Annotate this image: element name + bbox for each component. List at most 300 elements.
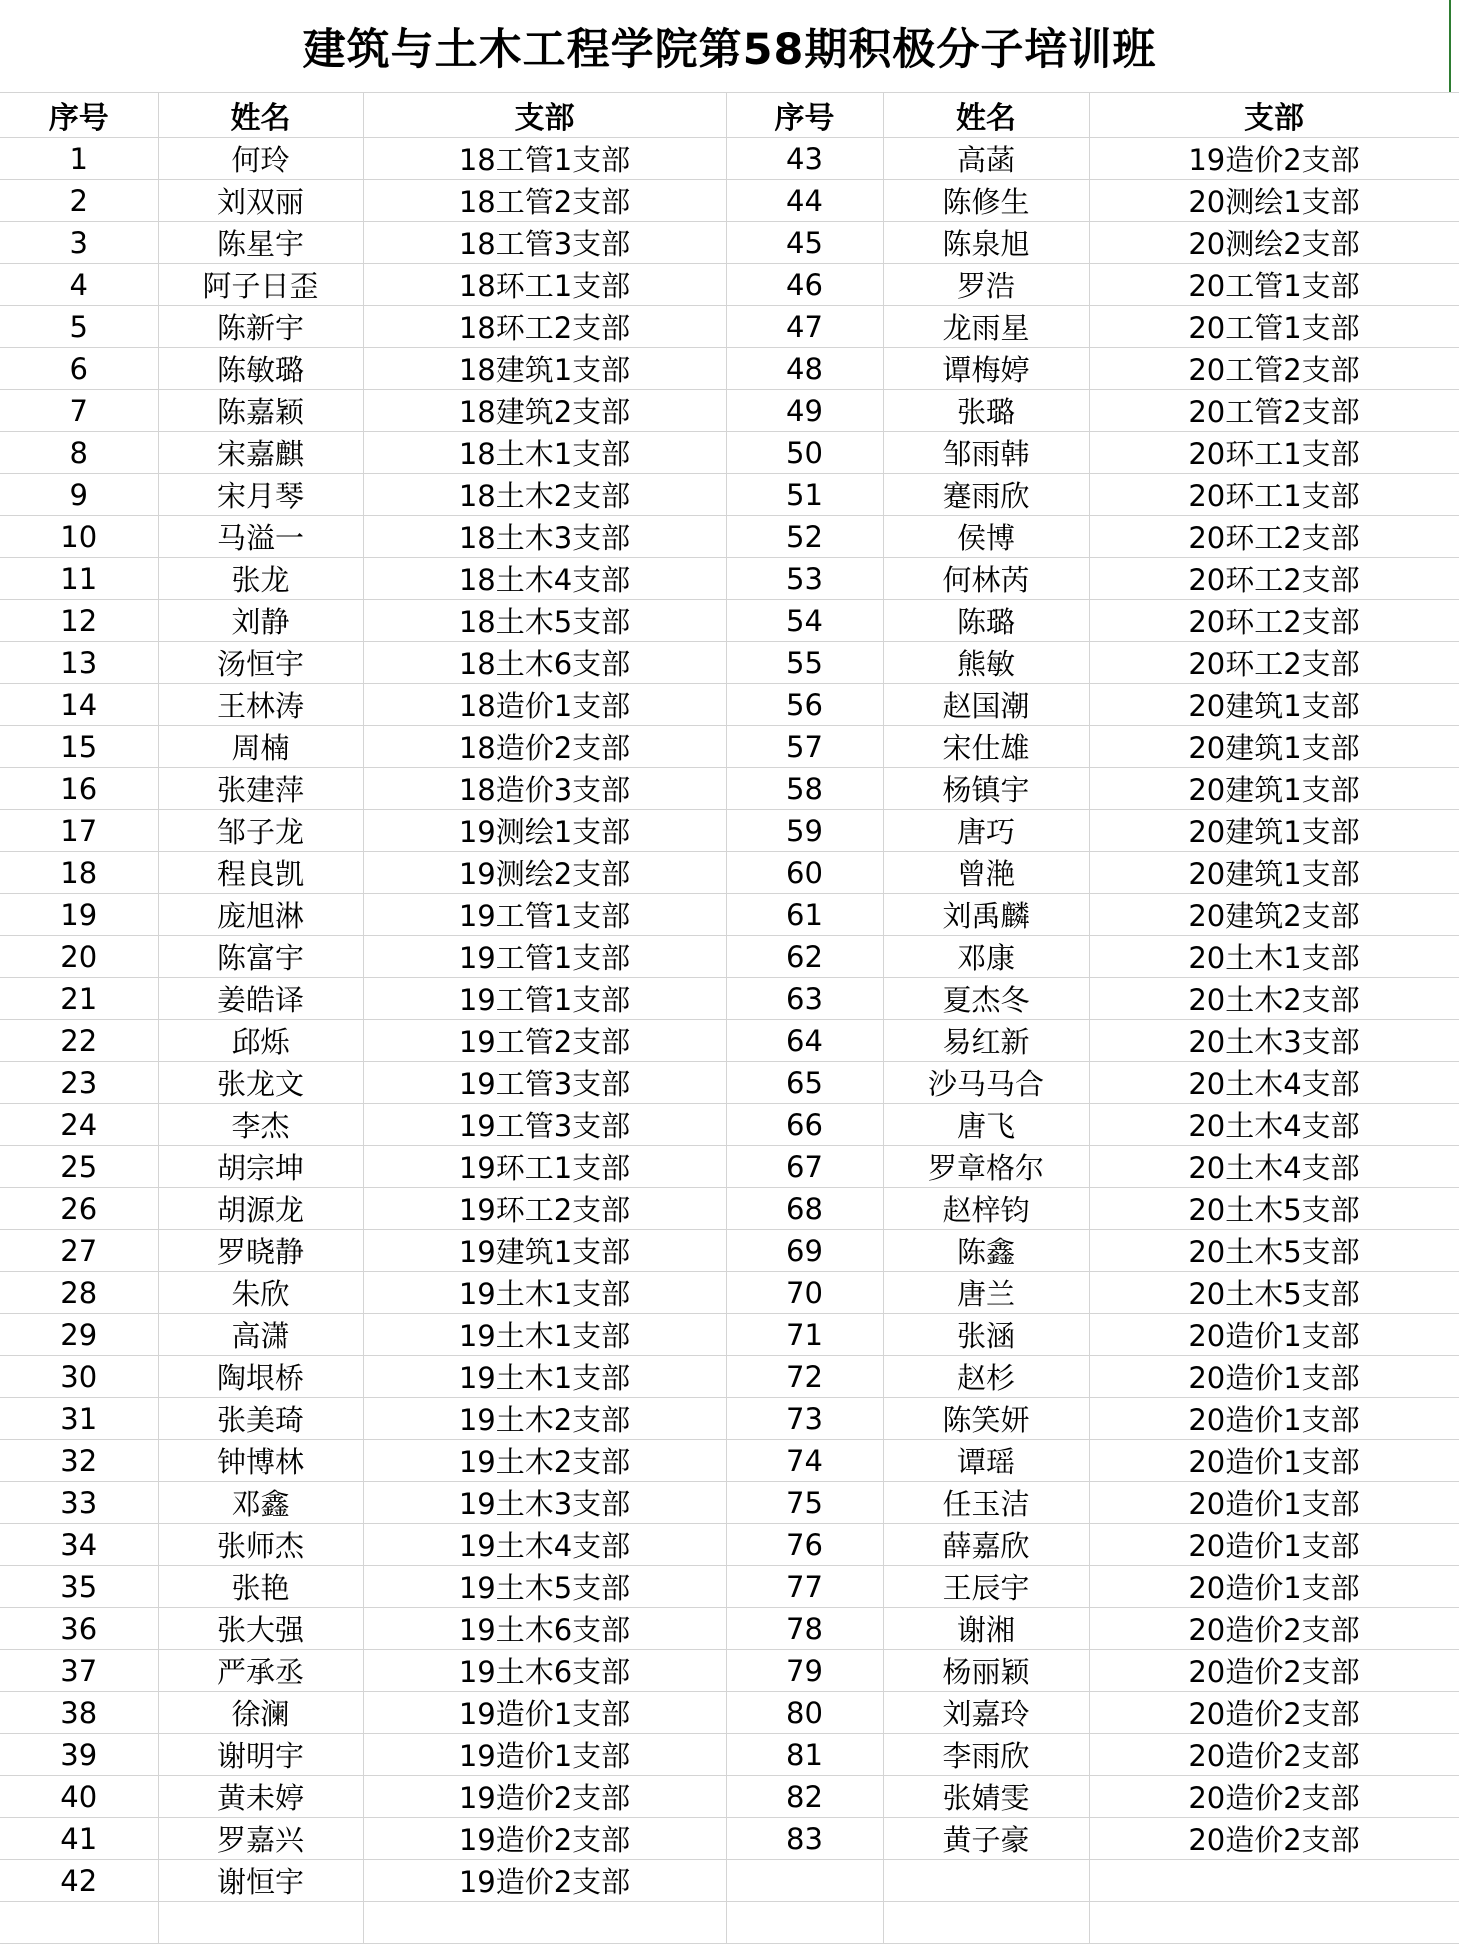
table-row [0,222,1459,264]
right-no-cell[interactable]: 53 [726,558,883,600]
left-no-cell[interactable]: 26 [0,1188,158,1230]
right-no-cell[interactable]: 43 [726,138,883,180]
right-no-cell[interactable]: 70 [726,1272,883,1314]
left-name-cell[interactable]: 罗嘉兴 [158,1818,363,1860]
right-branch-cell[interactable]: 20造价1支部 [1089,1356,1459,1398]
left-name-cell[interactable]: 何玲 [158,138,363,180]
right-name-cell[interactable]: 陈鑫 [883,1230,1089,1272]
right-name-cell[interactable]: 罗浩 [883,264,1089,306]
right-branch-cell[interactable]: 20造价2支部 [1089,1776,1459,1818]
right-no-cell[interactable]: 49 [726,390,883,432]
right-no-cell[interactable]: 51 [726,474,883,516]
left-no-cell[interactable]: 14 [0,684,158,726]
table-row [0,642,1459,684]
right-branch-cell[interactable]: 20环工2支部 [1089,516,1459,558]
left-name-cell[interactable] [158,1902,363,1944]
table-row [0,348,1459,390]
table-row [0,1608,1459,1650]
right-no-cell[interactable]: 57 [726,726,883,768]
left-name-cell[interactable]: 宋嘉麒 [158,432,363,474]
left-branch-cell[interactable]: 18环工1支部 [363,264,726,306]
table-row [0,810,1459,852]
left-name-cell[interactable]: 刘双丽 [158,180,363,222]
left-branch-cell[interactable] [363,1902,726,1944]
right-name-cell[interactable]: 薛嘉欣 [883,1524,1089,1566]
left-name-cell[interactable]: 罗晓静 [158,1230,363,1272]
left-name-cell[interactable]: 钟博林 [158,1440,363,1482]
left-name-cell[interactable]: 阿子日歪 [158,264,363,306]
left-no-cell[interactable]: 18 [0,852,158,894]
right-name-cell[interactable]: 唐兰 [883,1272,1089,1314]
right-name-cell[interactable]: 杨丽颖 [883,1650,1089,1692]
right-name-cell[interactable]: 高菡 [883,138,1089,180]
right-name-cell[interactable]: 蹇雨欣 [883,474,1089,516]
header-name[interactable]: 姓名 [883,93,1089,138]
left-branch-cell[interactable]: 19土木1支部 [363,1356,726,1398]
right-branch-cell[interactable]: 20建筑1支部 [1089,810,1459,852]
right-name-cell[interactable]: 张婧雯 [883,1776,1089,1818]
left-name-cell[interactable]: 陈星宇 [158,222,363,264]
left-no-cell[interactable]: 3 [0,222,158,264]
right-no-cell[interactable]: 73 [726,1398,883,1440]
right-branch-cell[interactable]: 20造价1支部 [1089,1482,1459,1524]
left-no-cell[interactable]: 20 [0,936,158,978]
left-no-cell[interactable]: 7 [0,390,158,432]
right-name-cell[interactable]: 罗章格尔 [883,1146,1089,1188]
left-branch-cell[interactable]: 18建筑2支部 [363,390,726,432]
left-name-cell[interactable]: 李杰 [158,1104,363,1146]
right-name-cell[interactable]: 谢湘 [883,1608,1089,1650]
table-row [0,1356,1459,1398]
left-name-cell[interactable]: 程良凯 [158,852,363,894]
left-name-cell[interactable]: 邱烁 [158,1020,363,1062]
right-branch-cell[interactable]: 20造价2支部 [1089,1734,1459,1776]
right-no-cell[interactable]: 78 [726,1608,883,1650]
left-no-cell[interactable]: 41 [0,1818,158,1860]
right-branch-cell[interactable]: 20工管1支部 [1089,264,1459,306]
left-name-cell[interactable]: 汤恒宇 [158,642,363,684]
right-branch-cell[interactable]: 20工管2支部 [1089,348,1459,390]
right-no-cell[interactable] [726,1860,883,1902]
right-name-cell[interactable]: 易红新 [883,1020,1089,1062]
left-name-cell[interactable]: 张建萍 [158,768,363,810]
left-no-cell[interactable]: 9 [0,474,158,516]
right-branch-cell[interactable]: 20造价2支部 [1089,1650,1459,1692]
right-branch-cell[interactable]: 20工管1支部 [1089,306,1459,348]
left-name-cell[interactable]: 张美琦 [158,1398,363,1440]
left-name-cell[interactable]: 张师杰 [158,1524,363,1566]
left-branch-cell[interactable]: 19土木2支部 [363,1440,726,1482]
right-branch-cell[interactable]: 20建筑2支部 [1089,894,1459,936]
right-no-cell[interactable]: 54 [726,600,883,642]
right-name-cell[interactable]: 刘禹麟 [883,894,1089,936]
right-no-cell[interactable]: 58 [726,768,883,810]
left-no-cell[interactable]: 2 [0,180,158,222]
table-row [0,1650,1459,1692]
left-name-cell[interactable]: 胡源龙 [158,1188,363,1230]
right-branch-cell[interactable]: 20造价1支部 [1089,1524,1459,1566]
table-row [0,684,1459,726]
left-name-cell[interactable]: 徐澜 [158,1692,363,1734]
right-name-cell[interactable]: 张涵 [883,1314,1089,1356]
right-name-cell[interactable]: 李雨欣 [883,1734,1089,1776]
left-branch-cell[interactable]: 19工管2支部 [363,1020,726,1062]
right-no-cell[interactable]: 59 [726,810,883,852]
right-branch-cell[interactable]: 20造价1支部 [1089,1566,1459,1608]
right-name-cell[interactable]: 陈笑妍 [883,1398,1089,1440]
right-name-cell[interactable]: 邓康 [883,936,1089,978]
right-name-cell[interactable]: 黄子豪 [883,1818,1089,1860]
right-name-cell[interactable]: 王辰宇 [883,1566,1089,1608]
left-branch-cell[interactable]: 18造价2支部 [363,726,726,768]
right-name-cell[interactable]: 赵国潮 [883,684,1089,726]
left-branch-cell[interactable]: 19造价2支部 [363,1776,726,1818]
left-no-cell[interactable]: 16 [0,768,158,810]
left-no-cell[interactable]: 24 [0,1104,158,1146]
right-no-cell[interactable]: 77 [726,1566,883,1608]
left-no-cell[interactable]: 10 [0,516,158,558]
left-no-cell[interactable]: 38 [0,1692,158,1734]
right-no-cell[interactable]: 63 [726,978,883,1020]
right-branch-cell[interactable]: 20环工2支部 [1089,642,1459,684]
right-no-cell[interactable]: 79 [726,1650,883,1692]
left-no-cell[interactable]: 13 [0,642,158,684]
left-branch-cell[interactable]: 19土木6支部 [363,1608,726,1650]
left-name-cell[interactable]: 马溢一 [158,516,363,558]
right-no-cell[interactable]: 61 [726,894,883,936]
left-branch-cell[interactable]: 19测绘1支部 [363,810,726,852]
table-row [0,768,1459,810]
left-branch-cell[interactable]: 19工管1支部 [363,936,726,978]
right-no-cell[interactable]: 46 [726,264,883,306]
left-name-cell[interactable]: 刘静 [158,600,363,642]
left-name-cell[interactable]: 严承丞 [158,1650,363,1692]
right-branch-cell[interactable]: 20测绘1支部 [1089,180,1459,222]
left-no-cell[interactable]: 17 [0,810,158,852]
left-no-cell[interactable]: 28 [0,1272,158,1314]
right-no-cell[interactable]: 74 [726,1440,883,1482]
right-name-cell[interactable]: 任玉洁 [883,1482,1089,1524]
left-name-cell[interactable]: 庞旭淋 [158,894,363,936]
left-name-cell[interactable]: 姜皓译 [158,978,363,1020]
left-name-cell[interactable]: 邓鑫 [158,1482,363,1524]
left-branch-cell[interactable]: 19土木5支部 [363,1566,726,1608]
right-name-cell[interactable]: 侯博 [883,516,1089,558]
right-no-cell[interactable]: 65 [726,1062,883,1104]
right-no-cell[interactable]: 60 [726,852,883,894]
left-no-cell[interactable]: 30 [0,1356,158,1398]
table-row [0,474,1459,516]
left-no-cell[interactable]: 6 [0,348,158,390]
table-row [0,978,1459,1020]
right-branch-cell[interactable]: 20环工1支部 [1089,474,1459,516]
left-branch-cell[interactable]: 18土木6支部 [363,642,726,684]
right-name-cell[interactable] [883,1902,1089,1944]
right-name-cell[interactable]: 曾滟 [883,852,1089,894]
right-no-cell[interactable]: 81 [726,1734,883,1776]
right-no-cell[interactable]: 44 [726,180,883,222]
left-no-cell[interactable]: 33 [0,1482,158,1524]
left-name-cell[interactable]: 陈富宇 [158,936,363,978]
right-branch-cell[interactable]: 20建筑1支部 [1089,768,1459,810]
right-no-cell[interactable]: 80 [726,1692,883,1734]
right-branch-cell[interactable]: 20土木1支部 [1089,936,1459,978]
right-no-cell[interactable]: 75 [726,1482,883,1524]
right-name-cell[interactable]: 赵杉 [883,1356,1089,1398]
right-branch-cell[interactable]: 20造价2支部 [1089,1818,1459,1860]
left-no-cell[interactable] [0,1902,158,1944]
right-branch-cell[interactable] [1089,1902,1459,1944]
right-no-cell[interactable]: 82 [726,1776,883,1818]
left-branch-cell[interactable]: 19造价1支部 [363,1692,726,1734]
right-name-cell[interactable]: 赵梓钧 [883,1188,1089,1230]
left-branch-cell[interactable]: 19工管1支部 [363,894,726,936]
right-no-cell[interactable]: 62 [726,936,883,978]
left-no-cell[interactable]: 12 [0,600,158,642]
left-branch-cell[interactable]: 19造价1支部 [363,1734,726,1776]
table-row [0,852,1459,894]
table-row [0,1104,1459,1146]
right-no-cell[interactable]: 50 [726,432,883,474]
right-no-cell[interactable]: 47 [726,306,883,348]
left-no-cell[interactable]: 42 [0,1860,158,1902]
right-name-cell[interactable]: 熊敏 [883,642,1089,684]
right-name-cell[interactable]: 邹雨韩 [883,432,1089,474]
right-name-cell[interactable]: 杨镇宇 [883,768,1089,810]
table-row [0,516,1459,558]
left-no-cell[interactable]: 4 [0,264,158,306]
right-branch-cell[interactable]: 20建筑1支部 [1089,726,1459,768]
right-branch-cell[interactable]: 20环工2支部 [1089,600,1459,642]
left-name-cell[interactable]: 朱欣 [158,1272,363,1314]
roster-table [0,92,1459,1944]
right-branch-cell[interactable]: 20建筑1支部 [1089,852,1459,894]
left-no-cell[interactable]: 35 [0,1566,158,1608]
header-branch[interactable]: 支部 [363,93,726,138]
table-row [0,432,1459,474]
table-row [0,600,1459,642]
left-no-cell[interactable]: 19 [0,894,158,936]
right-branch-cell[interactable]: 20造价2支部 [1089,1692,1459,1734]
left-name-cell[interactable]: 张大强 [158,1608,363,1650]
table-row [0,1398,1459,1440]
left-branch-cell[interactable]: 19土木4支部 [363,1524,726,1566]
left-branch-cell[interactable]: 18土木5支部 [363,600,726,642]
right-no-cell[interactable]: 67 [726,1146,883,1188]
right-branch-cell[interactable]: 20土木4支部 [1089,1104,1459,1146]
left-branch-cell[interactable]: 18工管2支部 [363,180,726,222]
right-branch-cell[interactable]: 20土木5支部 [1089,1272,1459,1314]
left-no-cell[interactable]: 27 [0,1230,158,1272]
table-row [0,1272,1459,1314]
right-no-cell[interactable]: 72 [726,1356,883,1398]
right-name-cell[interactable] [883,1860,1089,1902]
right-name-cell[interactable]: 陈修生 [883,180,1089,222]
left-no-cell[interactable]: 11 [0,558,158,600]
header-no[interactable]: 序号 [726,93,883,138]
right-no-cell[interactable]: 71 [726,1314,883,1356]
right-name-cell[interactable]: 夏杰冬 [883,978,1089,1020]
table-row [0,1482,1459,1524]
left-name-cell[interactable]: 谢恒宇 [158,1860,363,1902]
right-name-cell[interactable]: 龙雨星 [883,306,1089,348]
right-no-cell[interactable]: 69 [726,1230,883,1272]
left-name-cell[interactable]: 高潇 [158,1314,363,1356]
table-row [0,1440,1459,1482]
right-no-cell[interactable]: 76 [726,1524,883,1566]
left-branch-cell[interactable]: 19造价2支部 [363,1860,726,1902]
right-branch-cell[interactable]: 20造价2支部 [1089,1608,1459,1650]
header-no[interactable]: 序号 [0,93,158,138]
right-branch-cell[interactable]: 20工管2支部 [1089,390,1459,432]
right-branch-cell[interactable]: 20土木2支部 [1089,978,1459,1020]
left-branch-cell[interactable]: 19土木1支部 [363,1272,726,1314]
left-branch-cell[interactable]: 19土木6支部 [363,1650,726,1692]
left-no-cell[interactable]: 21 [0,978,158,1020]
left-branch-cell[interactable]: 18土木2支部 [363,474,726,516]
right-no-cell[interactable]: 56 [726,684,883,726]
right-branch-cell[interactable]: 20造价1支部 [1089,1398,1459,1440]
right-branch-cell[interactable]: 20环工1支部 [1089,432,1459,474]
right-name-cell[interactable]: 唐巧 [883,810,1089,852]
table-row [0,390,1459,432]
right-name-cell[interactable]: 何林芮 [883,558,1089,600]
sheet-title: 建筑与土木工程学院第58期积极分子培训班 [302,24,1157,75]
left-no-cell[interactable]: 34 [0,1524,158,1566]
left-no-cell[interactable]: 1 [0,138,158,180]
right-name-cell[interactable]: 刘嘉玲 [883,1692,1089,1734]
right-branch-cell[interactable]: 20土木4支部 [1089,1146,1459,1188]
left-no-cell[interactable]: 23 [0,1062,158,1104]
left-branch-cell[interactable]: 19环工1支部 [363,1146,726,1188]
table-row [0,726,1459,768]
right-branch-cell[interactable]: 20造价1支部 [1089,1440,1459,1482]
right-branch-cell[interactable]: 20土木5支部 [1089,1188,1459,1230]
left-branch-cell[interactable]: 19环工2支部 [363,1188,726,1230]
right-no-cell[interactable]: 48 [726,348,883,390]
right-name-cell[interactable]: 陈泉旭 [883,222,1089,264]
table-row [0,180,1459,222]
right-no-cell[interactable]: 52 [726,516,883,558]
right-branch-cell[interactable]: 20造价1支部 [1089,1314,1459,1356]
left-no-cell[interactable]: 29 [0,1314,158,1356]
left-branch-cell[interactable]: 19工管1支部 [363,978,726,1020]
left-name-cell[interactable]: 陶垠桥 [158,1356,363,1398]
right-name-cell[interactable]: 张璐 [883,390,1089,432]
table-row [0,936,1459,978]
right-name-cell[interactable]: 唐飞 [883,1104,1089,1146]
table-row [0,1524,1459,1566]
left-name-cell[interactable]: 周楠 [158,726,363,768]
table-row [0,1230,1459,1272]
right-no-cell[interactable]: 83 [726,1818,883,1860]
table-row [0,1062,1459,1104]
table-row [0,1860,1459,1902]
right-name-cell[interactable]: 陈璐 [883,600,1089,642]
left-branch-cell[interactable]: 18造价1支部 [363,684,726,726]
left-name-cell[interactable]: 谢明宇 [158,1734,363,1776]
right-branch-cell[interactable]: 20土木4支部 [1089,1062,1459,1104]
left-no-cell[interactable]: 15 [0,726,158,768]
left-branch-cell[interactable]: 19造价2支部 [363,1818,726,1860]
left-branch-cell[interactable]: 19建筑1支部 [363,1230,726,1272]
left-branch-cell[interactable]: 18工管1支部 [363,138,726,180]
left-no-cell[interactable]: 8 [0,432,158,474]
left-name-cell[interactable]: 张龙文 [158,1062,363,1104]
right-no-cell[interactable]: 68 [726,1188,883,1230]
left-branch-cell[interactable]: 18造价3支部 [363,768,726,810]
table-row [0,1314,1459,1356]
right-branch-cell[interactable] [1089,1860,1459,1902]
left-no-cell[interactable]: 39 [0,1734,158,1776]
right-no-cell[interactable]: 66 [726,1104,883,1146]
left-branch-cell[interactable]: 19测绘2支部 [363,852,726,894]
table-row [0,558,1459,600]
left-branch-cell[interactable]: 19土木1支部 [363,1314,726,1356]
left-name-cell[interactable]: 邹子龙 [158,810,363,852]
left-no-cell[interactable]: 36 [0,1608,158,1650]
left-branch-cell[interactable]: 18建筑1支部 [363,348,726,390]
right-branch-cell[interactable]: 20建筑1支部 [1089,684,1459,726]
right-name-cell[interactable]: 沙马马合 [883,1062,1089,1104]
left-name-cell[interactable]: 陈嘉颖 [158,390,363,432]
right-no-cell[interactable]: 55 [726,642,883,684]
left-no-cell[interactable]: 22 [0,1020,158,1062]
left-no-cell[interactable]: 32 [0,1440,158,1482]
left-name-cell[interactable]: 宋月琴 [158,474,363,516]
right-name-cell[interactable]: 谭梅婷 [883,348,1089,390]
left-name-cell[interactable]: 王林涛 [158,684,363,726]
left-no-cell[interactable]: 40 [0,1776,158,1818]
left-branch-cell[interactable]: 18土木1支部 [363,432,726,474]
left-branch-cell[interactable]: 18土木3支部 [363,516,726,558]
right-branch-cell[interactable]: 20土木5支部 [1089,1230,1459,1272]
table-row [0,894,1459,936]
right-branch-cell[interactable]: 20土木3支部 [1089,1020,1459,1062]
left-branch-cell[interactable]: 18土木4支部 [363,558,726,600]
left-branch-cell[interactable]: 19工管3支部 [363,1062,726,1104]
left-no-cell[interactable]: 5 [0,306,158,348]
left-branch-cell[interactable]: 18工管3支部 [363,222,726,264]
right-name-cell[interactable]: 宋仕雄 [883,726,1089,768]
right-branch-cell[interactable]: 20环工2支部 [1089,558,1459,600]
header-name[interactable]: 姓名 [158,93,363,138]
left-branch-cell[interactable]: 18环工2支部 [363,306,726,348]
left-branch-cell[interactable]: 19工管3支部 [363,1104,726,1146]
right-branch-cell[interactable]: 20测绘2支部 [1089,222,1459,264]
left-name-cell[interactable]: 胡宗坤 [158,1146,363,1188]
left-name-cell[interactable]: 陈敏璐 [158,348,363,390]
left-no-cell[interactable]: 37 [0,1650,158,1692]
right-branch-cell[interactable]: 19造价2支部 [1089,138,1459,180]
left-branch-cell[interactable]: 19土木2支部 [363,1398,726,1440]
left-no-cell[interactable]: 31 [0,1398,158,1440]
right-no-cell[interactable]: 64 [726,1020,883,1062]
left-branch-cell[interactable]: 19土木3支部 [363,1482,726,1524]
left-name-cell[interactable]: 张艳 [158,1566,363,1608]
right-no-cell[interactable] [726,1902,883,1944]
table-row [0,1566,1459,1608]
right-no-cell[interactable]: 45 [726,222,883,264]
header-row [0,93,1459,138]
left-name-cell[interactable]: 黄未婷 [158,1776,363,1818]
left-no-cell[interactable]: 25 [0,1146,158,1188]
right-name-cell[interactable]: 谭瑶 [883,1440,1089,1482]
left-name-cell[interactable]: 陈新宇 [158,306,363,348]
table-row [0,1734,1459,1776]
left-name-cell[interactable]: 张龙 [158,558,363,600]
header-branch[interactable]: 支部 [1089,93,1459,138]
